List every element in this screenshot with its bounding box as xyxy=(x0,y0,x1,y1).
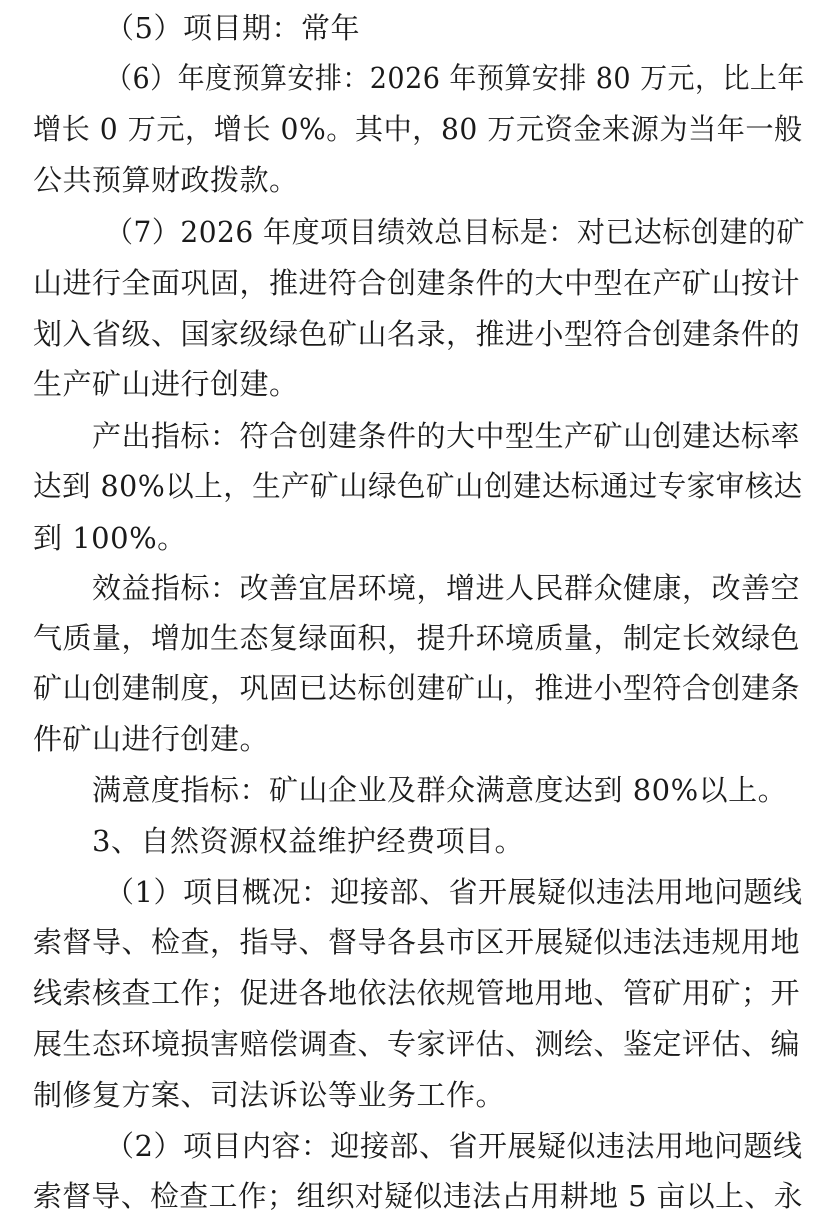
text-line: 到 100%。 xyxy=(33,521,187,555)
text-line: 索督导、检查工作；组织对疑似违法占用耕地 5 亩以上、永 xyxy=(33,1179,803,1213)
text-line: （5）项目期：常年 xyxy=(105,11,360,45)
text-line: （1）项目概况：迎接部、省开展疑似违法用地问题线 xyxy=(105,875,803,909)
text-line: 山进行全面巩固，推进符合创建条件的大中型在产矿山按计 xyxy=(33,266,801,300)
text-line: 3、自然资源权益维护经费项目。 xyxy=(92,824,524,858)
text-line: （2）项目内容：迎接部、省开展疑似违法用地问题线 xyxy=(105,1129,803,1163)
text-line: 展生态环境损害赔偿调查、专家评估、测绘、鉴定评估、编 xyxy=(33,1027,801,1061)
text-line: 产出指标：符合创建条件的大中型生产矿山创建达标率 xyxy=(92,419,801,453)
text-line: 公共预算财政拨款。 xyxy=(33,163,299,197)
text-line: 矿山创建制度，巩固已达标创建矿山，推进小型符合创建条 xyxy=(33,671,801,705)
text-line: 达到 80%以上，生产矿山绿色矿山创建达标通过专家审核达 xyxy=(33,469,803,503)
text-line: 索督导、检查，指导、督导各县市区开展疑似违法违规用地 xyxy=(33,925,801,959)
text-line: 满意度指标：矿山企业及群众满意度达到 80%以上。 xyxy=(92,773,788,807)
text-line: 制修复方案、司法诉讼等业务工作。 xyxy=(33,1078,506,1112)
text-line: 线索核查工作；促进各地依法依规管地用地、管矿用矿；开 xyxy=(33,976,801,1010)
text-line: 件矿山进行创建。 xyxy=(33,722,270,756)
text-line: 气质量，增加生态复绿面积，提升环境质量，制定长效绿色 xyxy=(33,621,801,655)
text-line: 划入省级、国家级绿色矿山名录，推进小型符合创建条件的 xyxy=(33,317,801,351)
text-line: 增长 0 万元，增长 0%。其中，80 万元资金来源为当年一般 xyxy=(33,112,803,146)
text-line: （7）2026 年度项目绩效总目标是：对已达标创建的矿 xyxy=(105,215,806,249)
text-line: 生产矿山进行创建。 xyxy=(33,367,299,401)
text-line: （6）年度预算安排：2026 年预算安排 80 万元，比上年 xyxy=(105,61,805,95)
text-line: 效益指标：改善宜居环境，增进人民群众健康，改善空 xyxy=(92,571,801,605)
